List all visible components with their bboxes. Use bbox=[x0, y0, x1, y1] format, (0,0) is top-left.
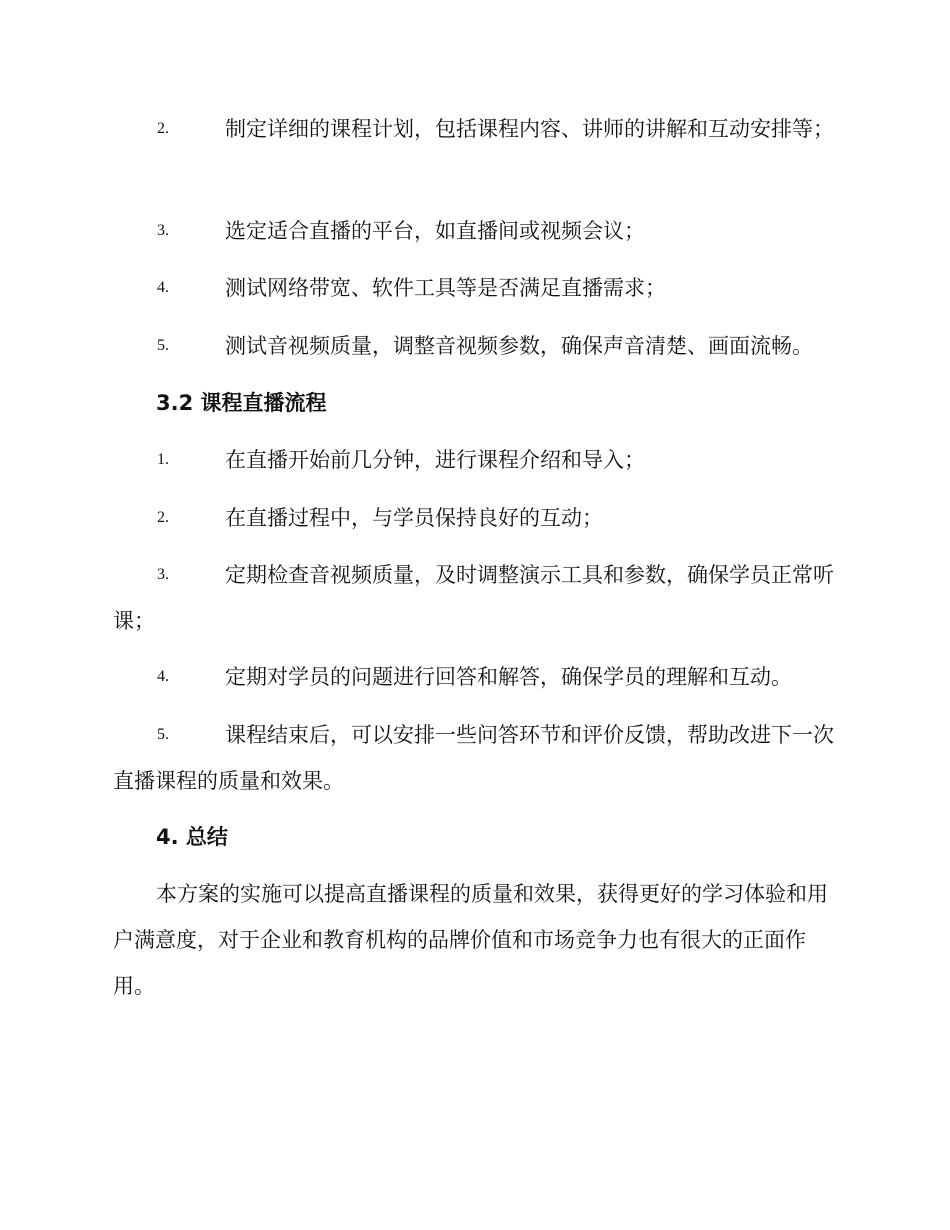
list-item-text: 课程结束后，可以安排一些问答环节和评价反馈，帮助改进下一次直播课程的质量和效果。 bbox=[113, 723, 834, 793]
list-item-number: 4. bbox=[157, 668, 169, 685]
list-item bbox=[113, 106, 835, 152]
list-item bbox=[113, 712, 835, 804]
list-item-number: 3. bbox=[157, 222, 169, 239]
list-item-number: 4. bbox=[157, 279, 169, 296]
list-item-text: 选定适合直播的平台，如直播间或视频会议； bbox=[225, 219, 645, 243]
list-item-text: 制定详细的课程计划，包括课程内容、讲师的讲解和互动安排等； bbox=[225, 117, 834, 141]
list-item bbox=[113, 323, 835, 369]
list-item-text: 定期检查音视频质量，及时调整演示工具和参数，确保学员正常听课； bbox=[113, 563, 834, 633]
list-item bbox=[113, 495, 835, 541]
list-item-text: 在直播过程中，与学员保持良好的互动； bbox=[225, 506, 603, 530]
list-item bbox=[113, 265, 835, 311]
list-item-number: 2. bbox=[157, 509, 169, 526]
list-item-number: 5. bbox=[157, 726, 169, 743]
list-item-text: 测试网络带宽、软件工具等是否满足直播需求； bbox=[225, 276, 666, 300]
list-item-text: 在直播开始前几分钟，进行课程介绍和导入； bbox=[225, 448, 645, 472]
list-item bbox=[113, 208, 835, 254]
list-item-text: 测试音视频质量，调整音视频参数，确保声音清楚、画面流畅。 bbox=[225, 334, 813, 358]
list-item bbox=[113, 552, 835, 644]
list-item-number: 5. bbox=[157, 337, 169, 354]
summary-paragraph: 本方案的实施可以提高直播课程的质量和效果，获得更好的学习体验和用户满意度，对于企业和教育机构的品牌价值和市场竞争力也有很大的正面作用。 bbox=[113, 882, 828, 998]
list-item-number: 1. bbox=[157, 451, 169, 468]
list-item bbox=[113, 437, 835, 483]
list-item bbox=[113, 654, 835, 700]
section-heading: 4. 总结 bbox=[156, 825, 228, 849]
list-item-number: 3. bbox=[157, 566, 169, 583]
list-item-text: 定期对学员的问题进行回答和解答，确保学员的理解和互动。 bbox=[225, 665, 792, 689]
list-item-number: 2. bbox=[157, 120, 169, 137]
section-heading: 3.2 课程直播流程 bbox=[156, 391, 327, 415]
